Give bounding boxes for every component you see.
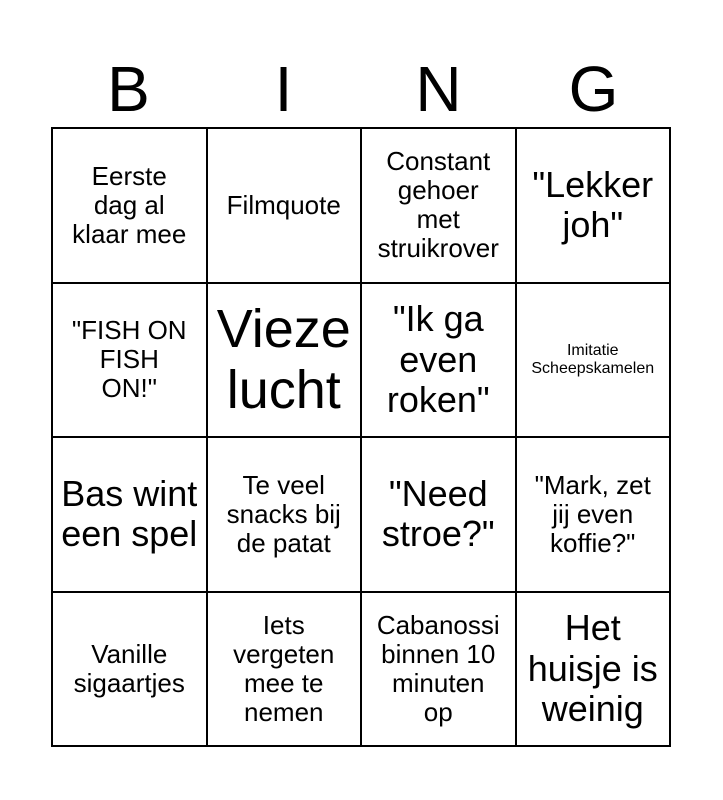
cell-text: "FISH ON FISH ON!" [71,315,187,404]
bingo-cell[interactable] [362,438,517,593]
cell-text: Filmquote [226,189,341,220]
cell-text: Iets vergeten mee te nemen [233,609,335,727]
header-letter-b: B [107,53,150,125]
bingo-cell[interactable] [208,284,363,439]
cell-text: Eerste dag al klaar mee [72,160,187,249]
cell-text: Het huisje is weinig [527,607,658,729]
bingo-cell[interactable] [517,129,672,284]
bingo-cell[interactable] [208,593,363,748]
cell-text: "Need stroe?" [381,472,495,555]
cell-text: Vanille sigaartjes [73,638,185,698]
cell-text: Cabanossi binnen 10 minuten op [376,609,500,727]
cell-text: Te veel snacks bij de patat [226,469,341,558]
bingo-cell[interactable] [53,438,208,593]
bingo-grid [51,127,671,747]
bingo-cell[interactable] [362,129,517,284]
cell-text: Imitatie Scheepskamelen [531,341,655,377]
cell-text: Bas wint een spel [61,472,198,555]
header-letter-g: G [568,53,619,125]
bingo-cell[interactable] [53,129,208,284]
bingo-cell[interactable] [208,438,363,593]
bingo-cell[interactable] [362,593,517,748]
bingo-cell[interactable] [53,284,208,439]
cell-text: Constant gehoer met struikrover [377,146,499,264]
header-letter-n: N [415,53,462,125]
bingo-header [51,50,671,128]
cell-text: Vieze lucht [216,299,351,420]
cell-text: "Lekker joh" [532,163,654,246]
cell-text: "Mark, zet jij even koffie?" [534,469,651,558]
bingo-cell[interactable] [208,129,363,284]
bingo-cell[interactable] [517,284,672,439]
bingo-cell[interactable] [517,438,672,593]
cell-text: "Ik ga even roken" [386,298,490,420]
bingo-cell[interactable] [53,593,208,748]
bingo-cell[interactable] [517,593,672,748]
bingo-cell[interactable] [362,284,517,439]
header-letter-i: I [274,53,293,125]
